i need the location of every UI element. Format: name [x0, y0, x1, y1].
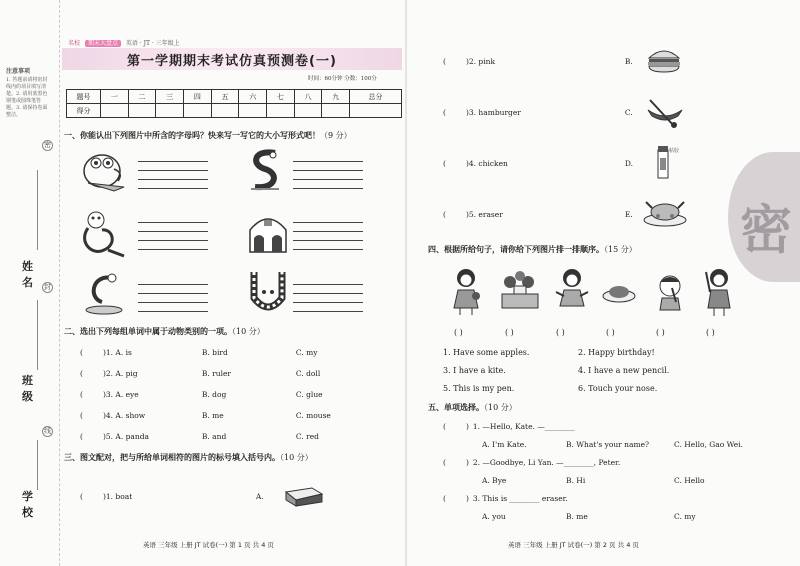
section2-item	[80, 390, 323, 399]
question-text: 1. —Hello, Kate. —________	[472, 422, 575, 431]
notice-title: 注意事项	[6, 68, 31, 75]
option-a: 1. A. is	[105, 348, 132, 357]
answer-blank[interactable]	[83, 432, 103, 441]
score-header: 六	[239, 90, 267, 104]
answer-blank[interactable]	[83, 390, 103, 399]
name-line[interactable]	[37, 170, 38, 250]
score-header: 四	[184, 90, 212, 104]
score-cell[interactable]	[239, 104, 267, 118]
header-series: 英语 · JT · 三年级上	[125, 40, 180, 47]
option-a: 3. A. eye	[105, 390, 139, 399]
answer-blank[interactable]	[83, 348, 103, 357]
score-header: 总分	[350, 90, 402, 104]
section2-item	[80, 432, 319, 441]
section2-item	[80, 411, 331, 420]
paren-open: (	[443, 458, 446, 467]
section2-item	[80, 348, 317, 357]
chicken-picture	[642, 194, 688, 228]
score-cell[interactable]	[101, 104, 129, 118]
section3-item	[443, 210, 633, 219]
option-a: A. Bye	[482, 476, 507, 485]
option-a: A. I'm Kate.	[482, 440, 527, 449]
paren-open: (	[80, 492, 83, 501]
paren-open: (	[443, 422, 446, 431]
score-header: 八	[294, 90, 322, 104]
option-b: B. bird	[201, 348, 228, 357]
option-c: C. my	[295, 348, 318, 357]
answer-lines-2[interactable]	[293, 153, 363, 189]
answer-blank[interactable]	[446, 458, 466, 467]
question-text: 2. —Goodbye, Li Yan. —________, Peter.	[472, 458, 621, 467]
sentence: 5. This is my pen.	[443, 384, 515, 393]
section3-item	[80, 492, 264, 501]
match-word: 3. hamburger	[468, 108, 521, 117]
exam-meta: 时间：60分钟 分数：100分	[308, 76, 377, 82]
mc-options	[482, 476, 705, 485]
paren-open: (	[80, 348, 83, 357]
sentence: 2. Happy birthday!	[578, 348, 655, 357]
mc-options	[482, 512, 696, 521]
option-b: B. and	[201, 432, 227, 441]
answer-blank[interactable]	[83, 411, 103, 420]
paren-open: (	[443, 57, 446, 66]
class-line[interactable]	[37, 300, 38, 370]
class-label: 班级	[22, 374, 35, 403]
score-header: 三	[156, 90, 184, 104]
paren-close: )	[102, 369, 106, 378]
seal-mark-2: 封	[44, 283, 51, 291]
score-cell[interactable]	[267, 104, 295, 118]
section2-title: 二、选出下列每组单词中属于动物类别的一项。（10 分）	[64, 327, 265, 336]
score-header: 七	[267, 90, 295, 104]
letter-u-picture	[246, 268, 290, 318]
order-paren-5[interactable]: ( )	[656, 328, 665, 337]
paren-close: )	[102, 390, 106, 399]
paren-close: )	[465, 210, 469, 219]
order-paren-3[interactable]: ( )	[556, 328, 565, 337]
score-cell[interactable]	[156, 104, 184, 118]
match-option: C.	[624, 108, 633, 117]
answer-lines-1[interactable]	[138, 153, 208, 189]
answer-lines-4[interactable]	[293, 214, 363, 250]
title-band	[62, 48, 402, 70]
mc-question	[443, 422, 575, 431]
glue-picture	[650, 144, 680, 182]
seal-mark-1: 密	[44, 141, 51, 149]
page-title: 第一学期期末考试仿真预测卷(一)	[127, 53, 337, 69]
order-paren-1[interactable]: ( )	[454, 328, 463, 337]
paren-close: )	[465, 422, 469, 431]
answer-blank[interactable]	[446, 210, 466, 219]
option-c: C. glue	[295, 390, 323, 399]
answer-blank[interactable]	[446, 108, 466, 117]
paren-open: (	[443, 494, 446, 503]
option-b: B. What's your name?	[566, 440, 650, 449]
paren-close: )	[102, 411, 106, 420]
seal-stamp-text: 密	[740, 201, 793, 261]
option-b: B. me	[566, 512, 588, 521]
girl-apple-picture	[448, 266, 484, 316]
header-tag: 期末大盘点	[85, 40, 121, 47]
score-header: 一	[101, 90, 129, 104]
score-table	[66, 89, 402, 118]
answer-blank[interactable]	[446, 159, 466, 168]
answer-lines-3[interactable]	[138, 214, 208, 250]
notice-text: 1. 答题前请将密封线内的项目填写清楚。2. 请用蓝黑色钢笔或圆珠笔答题。3. 请保持卷面整洁。	[6, 77, 48, 118]
sentence: 6. Touch your nose.	[578, 384, 658, 393]
school-line[interactable]	[37, 440, 38, 490]
option-a: 2. A. pig	[105, 369, 138, 378]
name-label: 姓名	[22, 260, 35, 289]
letter-g-picture	[74, 145, 134, 193]
letter-c-snake-picture	[82, 268, 127, 318]
option-c: C. my	[674, 512, 696, 521]
match-option: B.	[624, 57, 633, 66]
paren-close: )	[102, 348, 106, 357]
girl-pencil-picture	[702, 266, 736, 318]
paren-open: (	[80, 432, 83, 441]
paren-close: )	[465, 159, 469, 168]
score-header: 二	[128, 90, 156, 104]
match-word: 4. chicken	[468, 159, 508, 168]
food-plate-picture	[602, 280, 636, 304]
order-paren-2[interactable]: ( )	[505, 328, 514, 337]
birthday-party-picture	[498, 266, 542, 316]
section3-item	[443, 159, 633, 168]
score-header: 五	[211, 90, 239, 104]
paren-open: (	[443, 159, 446, 168]
option-c: C. Hello	[674, 476, 705, 485]
paren-close: )	[102, 432, 106, 441]
section1-title: 一、你能认出下列图片中所含的字母吗？快来写一写它的大小写形式吧！（9 分）	[64, 131, 352, 140]
score-cell[interactable]	[211, 104, 239, 118]
option-c: C. red	[295, 432, 319, 441]
page-fold	[405, 0, 407, 566]
sentence: 4. I have a new pencil.	[578, 366, 670, 375]
footer-right: 英语 三年级 上册 JT 试卷(一) 第 2 页 共 4 页	[508, 541, 639, 549]
option-a: A. you	[482, 512, 506, 521]
score-header-row	[67, 90, 402, 104]
seal-mark-3: 线	[44, 427, 51, 435]
paren-open: (	[443, 210, 446, 219]
boy-nose-picture	[654, 272, 686, 312]
mc-options	[482, 440, 743, 449]
paren-close: )	[465, 494, 469, 503]
paren-open: (	[80, 369, 83, 378]
match-option: E.	[624, 210, 633, 219]
score-cell[interactable]	[128, 104, 156, 118]
eraser-picture	[282, 484, 326, 508]
option-b: B. ruler	[201, 369, 231, 378]
boat-picture	[644, 96, 686, 128]
sentence: 1. Have some apples.	[443, 348, 530, 357]
section3-item	[443, 57, 633, 66]
footer-left: 英语 三年级 上册 JT 试卷(一) 第 1 页 共 4 页	[143, 541, 274, 549]
girl-kite-picture	[554, 266, 590, 316]
notice-box	[6, 68, 50, 119]
paren-open: (	[80, 411, 83, 420]
order-paren-4[interactable]: ( )	[606, 328, 615, 337]
paren-close: )	[465, 458, 469, 467]
match-word: 2. pink	[468, 57, 495, 66]
option-a: 5. A. panda	[105, 432, 149, 441]
option-b: B. Hi	[566, 476, 586, 485]
mc-question	[443, 494, 568, 503]
match-option: D.	[624, 159, 634, 168]
brand-logo: 名校	[68, 40, 81, 47]
question-text: 3. This is ________ eraser.	[472, 494, 568, 503]
paren-open: (	[443, 108, 446, 117]
sentence: 3. I have a kite.	[443, 366, 506, 375]
mc-question	[443, 458, 620, 467]
section3-item	[443, 108, 633, 117]
letter-m-house-picture	[246, 208, 290, 256]
option-b: B. me	[201, 411, 224, 420]
score-row-label: 得分	[67, 104, 101, 118]
section4-title: 四、根据所给句子，请你给下列图片排一排顺序。（15 分）	[428, 245, 637, 254]
section3-title: 三、图文配对，把与所给单词相符的图片的标号填入括号内。（10 分）	[64, 453, 313, 462]
answer-blank[interactable]	[446, 422, 466, 431]
section2-item	[80, 369, 320, 378]
score-header: 题号	[67, 90, 101, 104]
order-paren-6[interactable]: ( )	[706, 328, 715, 337]
score-cell[interactable]	[350, 104, 402, 118]
match-word: 1. boat	[105, 492, 133, 501]
paren-close: )	[465, 57, 469, 66]
score-header: 九	[322, 90, 350, 104]
score-row	[67, 104, 402, 118]
school-label: 学校	[22, 490, 35, 519]
match-word: 5. eraser	[468, 210, 503, 219]
option-c: C. doll	[295, 369, 321, 378]
seal-stamp	[728, 152, 800, 282]
section5-title: 五、单项选择。（10 分）	[428, 403, 517, 412]
paren-open: (	[80, 390, 83, 399]
paren-close: )	[465, 108, 469, 117]
answer-blank[interactable]	[83, 492, 103, 501]
score-cell[interactable]	[184, 104, 212, 118]
svg-text:粘胶: 粘胶	[669, 148, 680, 154]
header-topbar	[68, 38, 180, 47]
hamburger-picture	[646, 44, 682, 74]
letter-q-picture	[78, 206, 133, 261]
answer-lines-6[interactable]	[293, 276, 363, 312]
option-a: 4. A. show	[105, 411, 146, 420]
answer-blank[interactable]	[446, 57, 466, 66]
option-b: B. dog	[201, 390, 227, 399]
letter-s-picture	[243, 145, 288, 193]
answer-blank[interactable]	[446, 494, 466, 503]
paren-close: )	[102, 492, 106, 501]
answer-blank[interactable]	[83, 369, 103, 378]
binding-margin	[0, 0, 60, 566]
answer-lines-5[interactable]	[138, 276, 208, 312]
score-cell[interactable]	[322, 104, 350, 118]
option-c: C. Hello, Gao Wei.	[674, 440, 743, 449]
option-c: C. mouse	[295, 411, 331, 420]
match-option: A.	[255, 492, 264, 501]
score-cell[interactable]	[294, 104, 322, 118]
